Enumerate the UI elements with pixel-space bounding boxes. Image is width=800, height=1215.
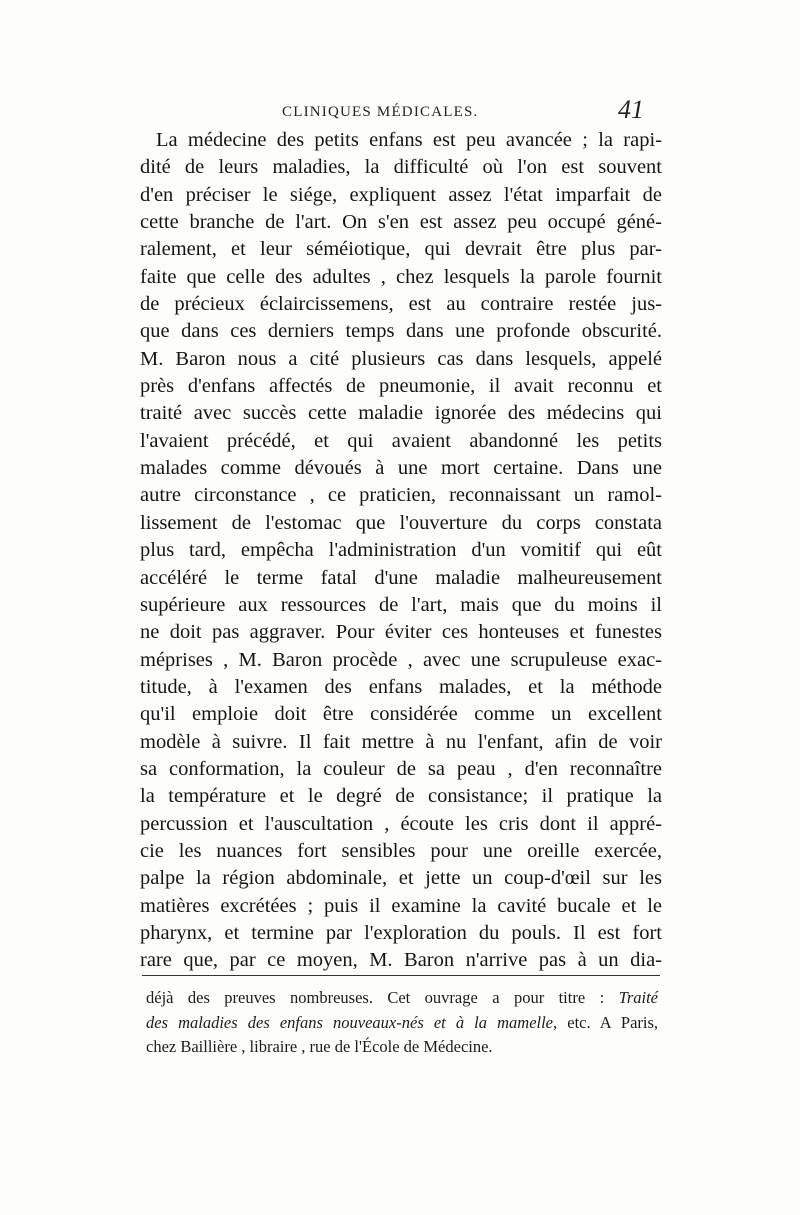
text-line: la température et le degré de consistance; il pratique la (140, 785, 662, 808)
running-head: CLINIQUES MÉDICALES. (282, 104, 479, 120)
text-line: lissement de l'estomac que l'ouverture du corps constata (140, 511, 662, 534)
footnote-text: déjà des preuves nombreuses. Cet ouvrage a pour titre : (146, 988, 605, 1007)
body-text (140, 127, 662, 975)
text-line: percussion et l'auscultation , écoute les cris dont il appré- (140, 812, 662, 835)
text-line: La médecine des petits enfans est peu avancée ; la rapi- (156, 129, 662, 151)
text-line: l'avaient précédé, et qui avaient abandonné les petits (140, 429, 662, 452)
text-line: plus tard, empêcha l'administration d'un vomitif qui eût (140, 539, 662, 562)
text-line: cie les nuances fort sensibles pour une oreille exercée, (140, 839, 662, 862)
text-line: sa conformation, la couleur de sa peau , d'en reconnaître (140, 757, 662, 780)
footnote-line (146, 986, 658, 1011)
footnote (146, 986, 658, 1060)
text-line: modèle à suivre. Il fait mettre à nu l'enfant, afin de voir (140, 730, 662, 753)
text-line: près d'enfans affectés de pneumonie, il avait reconnu et (140, 375, 662, 398)
text-line: titude, à l'examen des enfans malades, et la méthode (140, 675, 662, 698)
text-line: qu'il emploie doit être considérée comme un excellent (140, 703, 662, 726)
text-line: cette branche de l'art. On s'en est assez peu occupé géné- (140, 211, 662, 234)
text-line: ralement, et leur séméiotique, qui devrait être plus par- (140, 238, 662, 261)
footnote-italic-text: des maladies des enfans nouveaux-nés et à la mamelle, (146, 1012, 558, 1032)
footnote-rule (142, 975, 660, 976)
text-line: supérieure aux ressources de l'art, mais que du moins il (140, 593, 662, 616)
text-line: autre circonstance , ce praticien, reconnaissant un ramol- (140, 484, 662, 507)
text-line: traité avec succès cette maladie ignorée des médecins qui (140, 402, 662, 425)
text-line: que dans ces derniers temps dans une profonde obscurité. (140, 320, 662, 343)
text-line: faite que celle des adultes , chez lesquels la parole fournit (140, 265, 662, 288)
text-line: malades comme dévoués à une mort certaine. Dans une (140, 457, 662, 480)
text-line: méprises , M. Baron procède , avec une scrupuleuse exac- (140, 648, 662, 671)
text-line: ne doit pas aggraver. Pour éviter ces honteuses et funestes (140, 621, 662, 644)
text-line: de précieux éclaircissemens, est au contraire restée jus- (140, 293, 662, 316)
text-line: matières excrétées ; puis il examine la cavité bucale et le (140, 894, 662, 917)
footnote-italic-text: Traité (618, 988, 658, 1007)
text-line: rare que, par ce moyen, M. Baron n'arrive pas à un dia- (140, 949, 662, 972)
text-line: pharynx, et termine par l'exploration du pouls. Il est fort (140, 921, 662, 944)
text-line: accéléré le terme fatal d'une maladie malheureusement (140, 566, 662, 589)
footnote-text: etc. A Paris, (567, 1012, 659, 1032)
text-line: dité de leurs maladies, la difficulté où l'on est souvent (140, 156, 662, 179)
footnote-line (146, 1011, 658, 1036)
footnote-line: chez Baillière , libraire , rue de l'École de Médecine. (146, 1037, 493, 1056)
text-line: d'en préciser le siége, expliquent assez l'état imparfait de (140, 183, 662, 206)
text-line: M. Baron nous a cité plusieurs cas dans lesquels, appelé (140, 347, 662, 370)
page-number: 41 (618, 95, 644, 124)
text-line: palpe la région abdominale, et jette un coup-d'œil sur les (140, 867, 662, 890)
